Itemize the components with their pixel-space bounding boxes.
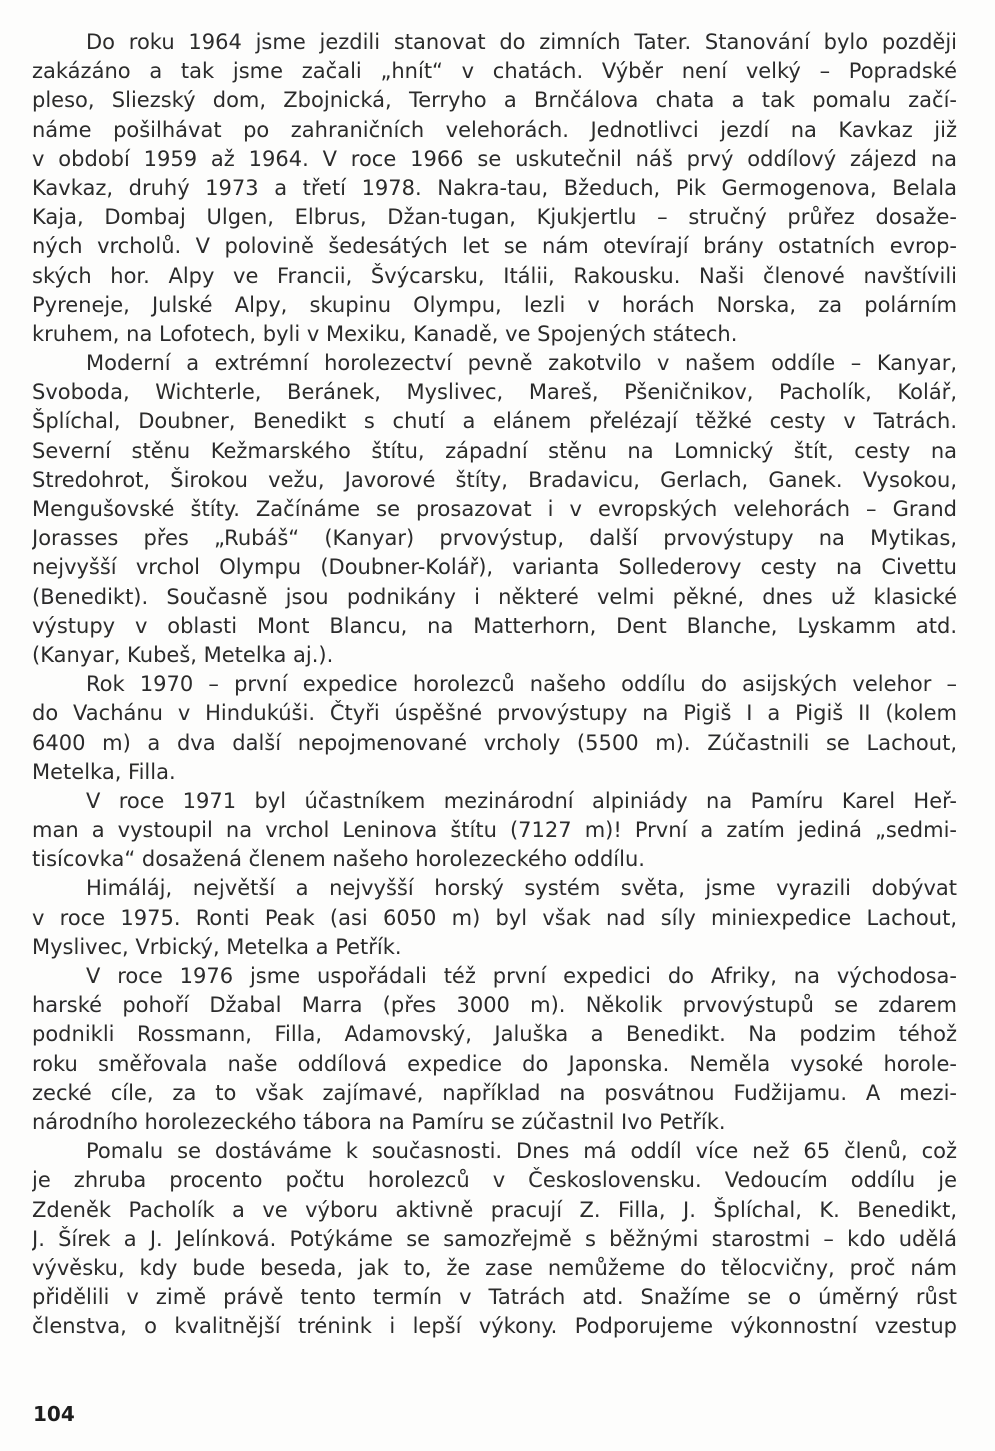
text-line: Moderní a extrémní horolezectví pevně zakotvilo v našem oddíle – Kanyar,: [86, 351, 957, 376]
text-line: zecké cíle, za to však zajímavé, například na posvátnou Fudžijamu. A mezi-: [32, 1080, 957, 1105]
text-line: kruhem, na Lofotech, byli v Mexiku, Kanadě, ve Spojených státech.: [32, 321, 738, 346]
text-line: do Vachánu v Hindukúši. Čtyři úspěšné prvovýstupy na Pigiš I a Pigiš II (kolem: [32, 701, 957, 726]
text-line: Jorasses přes „Rubáš“ (Kanyar) prvovýstup, další prvovýstupy na Mytikas,: [32, 526, 957, 551]
text-line: Svoboda, Wichterle, Beránek, Myslivec, Mareš, Pšeničnikov, Pacholík, Kolář,: [32, 380, 957, 405]
text-line: Mengušovské štíty. Začínáme se prosazovat i v evropských velehorách – Grand: [32, 497, 957, 521]
text-line: členstva, o kvalitnější trénink i lepší výkony. Podporujeme výkonnostní vzestup: [32, 1314, 957, 1339]
text-line: je zhruba procento počtu horolezců v Československu. Vedoucím oddílu je: [32, 1168, 957, 1193]
text-line: Rok 1970 – první expedice horolezců našeho oddílu do asijských velehor –: [86, 672, 957, 697]
body-text: [32, 28, 957, 1341]
text-line: ných vrcholů. V polovině šedesátých let se nám otevírají brány ostatních evrop-: [32, 234, 957, 259]
text-line: vývěsku, kdy bude beseda, jak to, že zase nemůžeme do tělocvičny, proč nám: [32, 1255, 957, 1280]
text-line: nejvyšší vrchol Olympu (Doubner-Kolář), varianta Sollederovy cesty na Civettu: [32, 555, 957, 580]
text-line: roku směřovala naše oddílová expedice do Japonska. Neměla vysoké horole-: [32, 1051, 957, 1076]
text-line: Stredohrot, Širokou vežu, Javorové štíty, Bradavicu, Gerlach, Ganek. Vysokou,: [32, 467, 957, 492]
text-line: Himáláj, největší a nejvyšší horský systém světa, jsme vyrazili dobývat: [86, 876, 957, 901]
text-line: výstupy v oblasti Mont Blancu, na Matterhorn, Dent Blanche, Lyskamm atd.: [32, 613, 957, 638]
text-line: V roce 1976 jsme uspořádali též první expedici do Afriky, na východosa-: [86, 964, 957, 988]
text-line: Kaja, Dombaj Ulgen, Elbrus, Džan-tugan, Kjukjertlu – stručný průřez dosaže-: [32, 205, 957, 230]
text-line: Metelka, Filla.: [32, 759, 176, 784]
text-line: V roce 1971 byl účastníkem mezinárodní alpiniády na Pamíru Karel Heř-: [86, 788, 957, 813]
text-line: man a vystoupil na vrchol Leninova štítu (7127 m)! První a zatím jediná „sedmi-: [32, 818, 957, 843]
text-line: pleso, Sliezský dom, Zbojnická, Terryho a Brnčálova chata a tak pomalu začí-: [32, 88, 957, 113]
text-line: podnikli Rossmann, Filla, Adamovský, Jaluška a Benedikt. Na podzim téhož: [32, 1022, 957, 1047]
text-line: Kavkaz, druhý 1973 a třetí 1978. Nakra-tau, Bžeduch, Pik Germogenova, Belala: [32, 175, 957, 200]
text-line: přidělili v zimě právě tento termín v Tatrách atd. Snažíme se o úměrný růst: [32, 1285, 957, 1310]
text-line: ských hor. Alpy ve Francii, Švýcarsku, Itálii, Rakousku. Naši členové navštívili: [32, 263, 957, 288]
text-line: zakázáno a tak jsme začali „hnít“ v chatách. Výběr není velký – Popradské: [32, 59, 957, 84]
text-line: Zdeněk Pacholík a ve výboru aktivně pracují Z. Filla, J. Šplíchal, K. Benedikt,: [32, 1197, 957, 1222]
text-line: (Benedikt). Současně jsou podnikány i některé velmi pěkné, dnes už klasické: [32, 584, 957, 609]
text-line: tisícovka“ dosažená členem našeho horolezeckého oddílu.: [32, 847, 645, 872]
text-line: Pyreneje, Julské Alpy, skupinu Olympu, lezli v horách Norska, za polárním: [32, 292, 957, 317]
text-line: Do roku 1964 jsme jezdili stanovat do zimních Tater. Stanování bylo později: [86, 30, 957, 54]
page-number: 104: [33, 1402, 75, 1426]
text-line: J. Šírek a J. Jelínková. Potýkáme se samozřejmě s běžnými starostmi – kdo udělá: [32, 1226, 957, 1251]
text-line: Myslivec, Vrbický, Metelka a Petřík.: [32, 934, 402, 959]
text-line: harské pohoří Džabal Marra (přes 3000 m). Několik prvovýstupů se zdarem: [32, 993, 957, 1018]
text-line: Severní stěnu Kežmarského štítu, západní stěnu na Lomnický štít, cesty na: [32, 438, 957, 463]
text-line: Šplíchal, Doubner, Benedikt s chutí a elánem přelézají těžké cesty v Tatrách.: [32, 409, 957, 434]
text-line: 6400 m) a dva další nepojmenované vrcholy (5500 m). Zúčastnili se Lachout,: [32, 730, 957, 755]
text-line: v roce 1975. Ronti Peak (asi 6050 m) byl však nad síly miniexpedice Lachout,: [32, 905, 957, 930]
text-line: náme pošilhávat po zahraničních velehorách. Jednotlivci jezdí na Kavkaz již: [32, 117, 957, 142]
text-line: národního horolezeckého tábora na Pamíru se zúčastnil Ivo Petřík.: [32, 1109, 726, 1134]
text-line: v období 1959 až 1964. V roce 1966 se uskutečnil náš prvý oddílový zájezd na: [32, 146, 957, 171]
text-line: Pomalu se dostáváme k současnosti. Dnes má oddíl více než 65 členů, což: [86, 1139, 957, 1164]
text-line: (Kanyar, Kubeš, Metelka aj.).: [32, 642, 334, 667]
